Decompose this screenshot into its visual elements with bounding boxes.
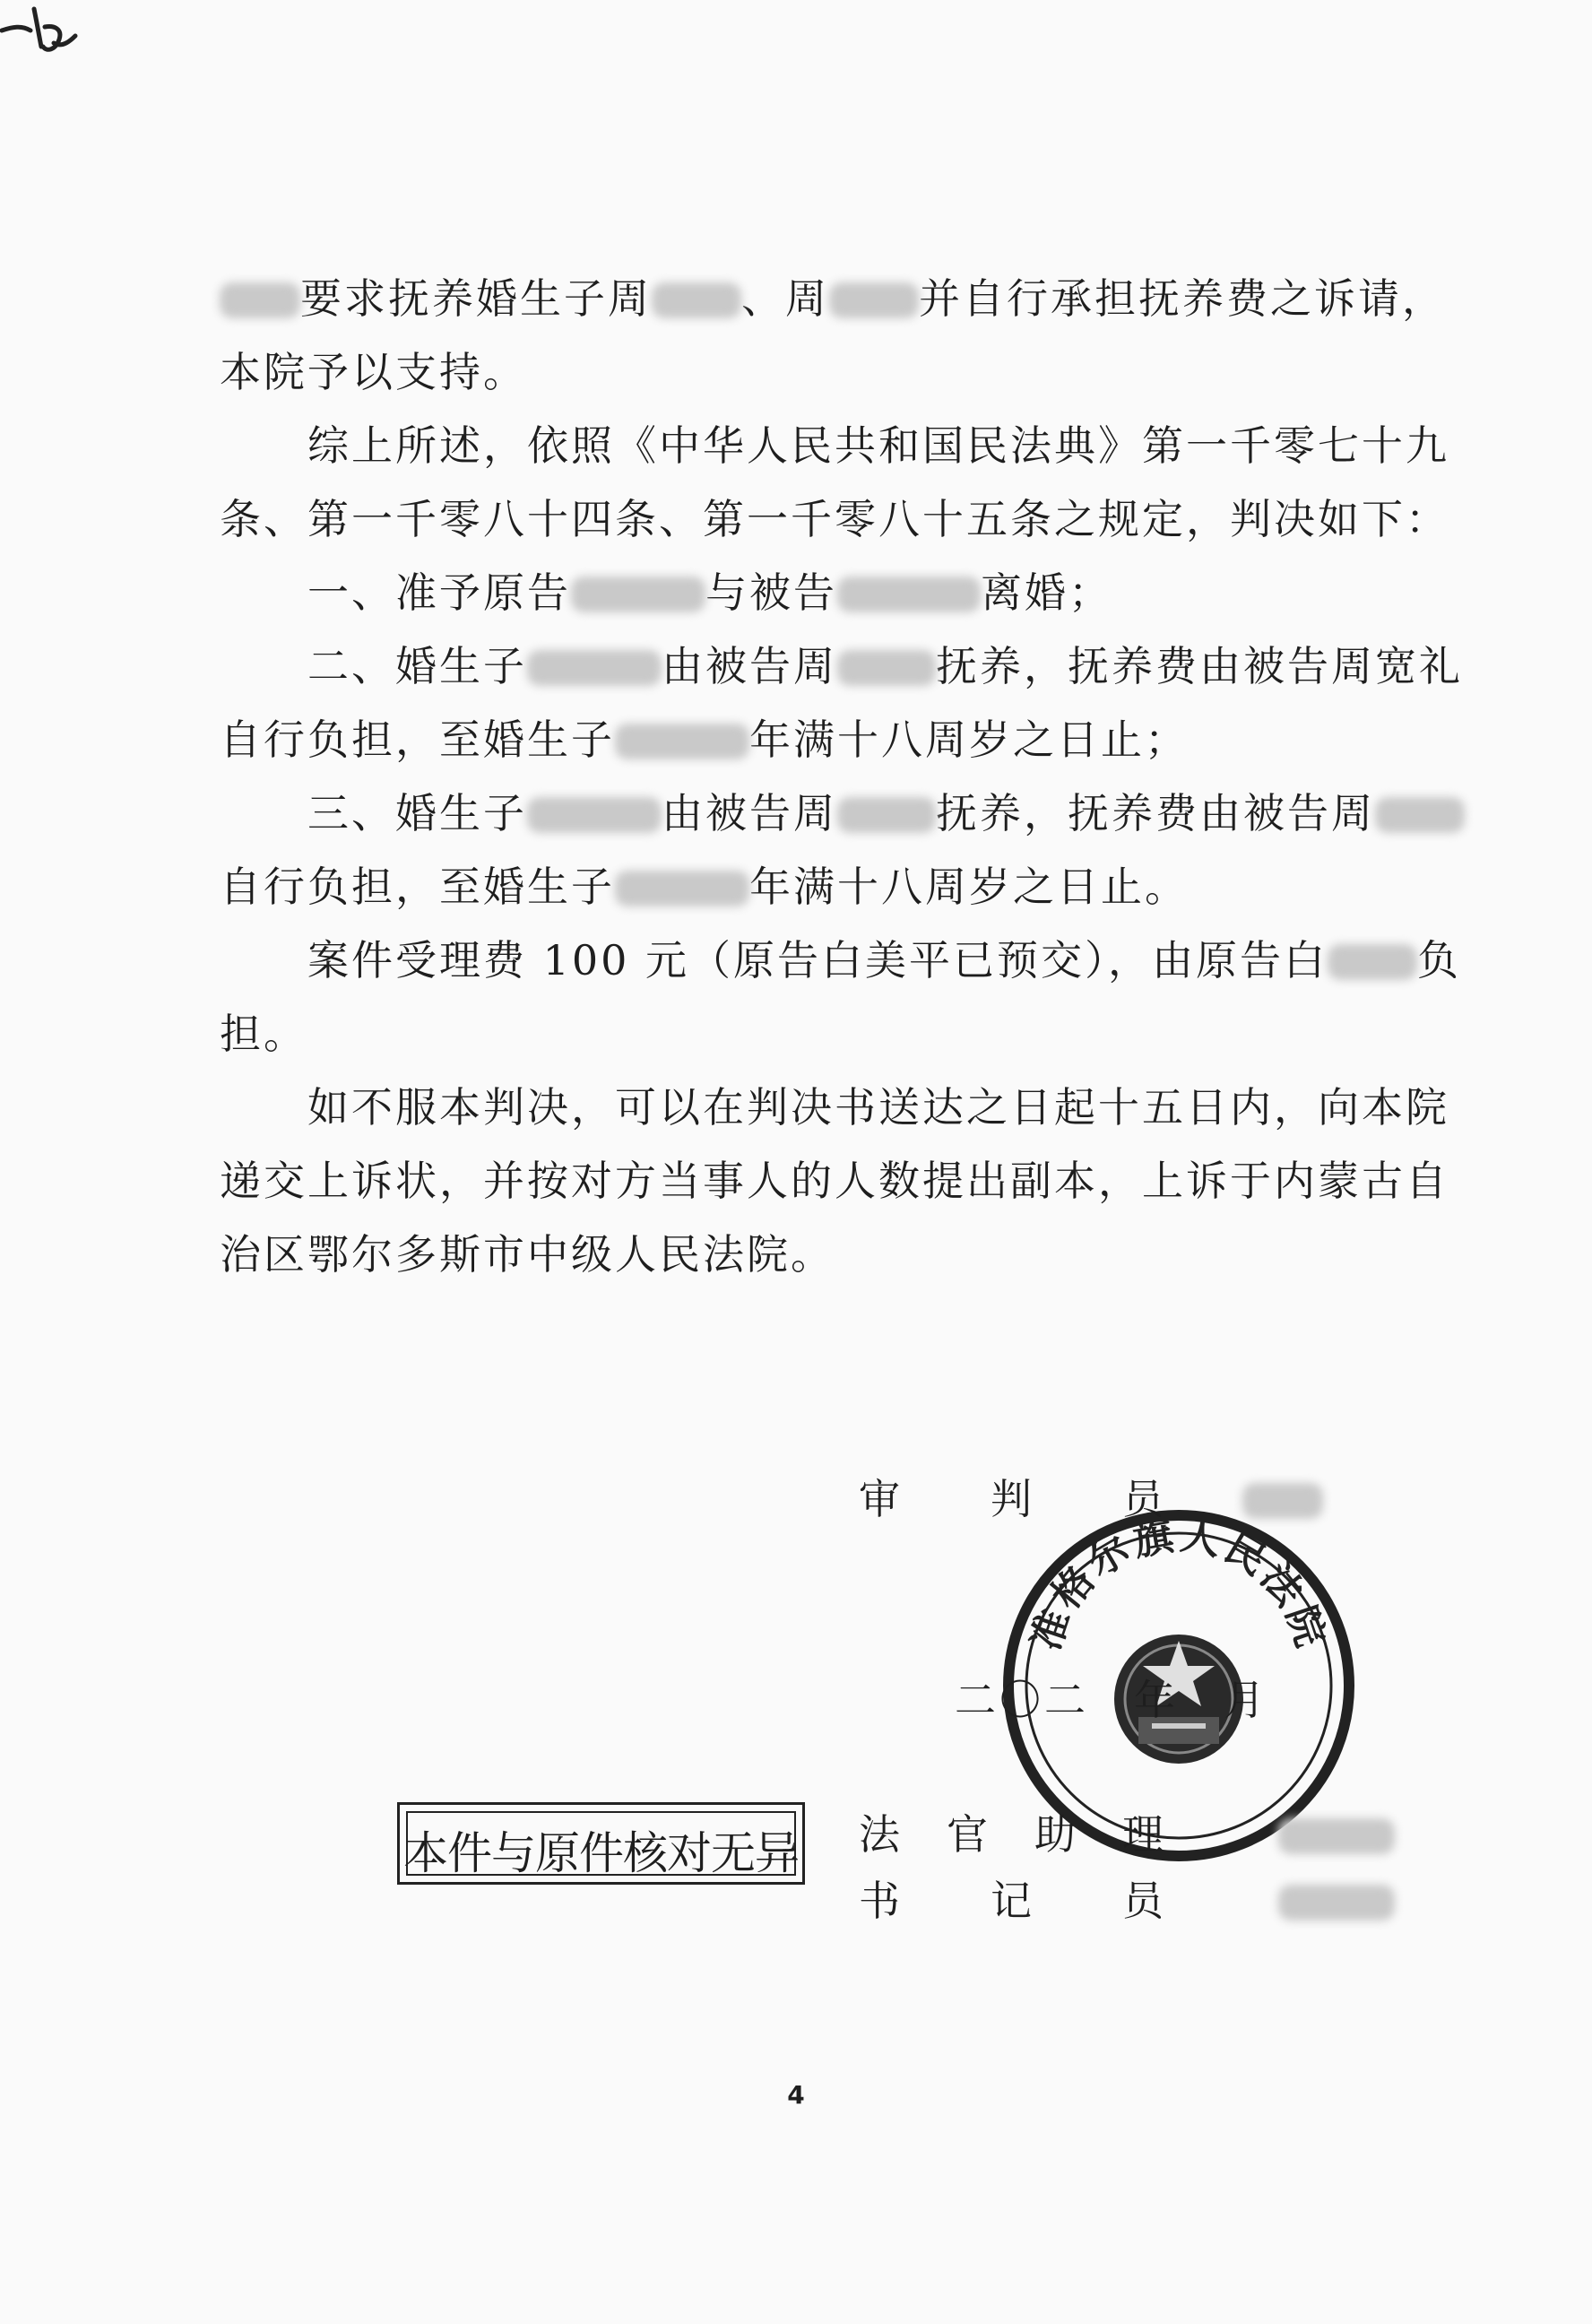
paragraph-line bbox=[220, 335, 1425, 409]
handwritten-mark bbox=[0, 0, 99, 72]
clerk-label: 书 记 员 bbox=[859, 1877, 1166, 1925]
certification-text: 本件与原件核对无异 bbox=[403, 1827, 799, 1879]
redacted-name bbox=[829, 282, 919, 318]
paragraph-line bbox=[220, 997, 1425, 1071]
text-run: 自行负担，至婚生子 bbox=[220, 863, 615, 911]
text-run: 抚养，抚养费由被告周宽礼 bbox=[936, 642, 1463, 690]
text-run: 离婚； bbox=[981, 568, 1112, 617]
redacted-name bbox=[837, 797, 936, 833]
redacted-name bbox=[527, 650, 662, 686]
page-number: 4 bbox=[787, 2080, 805, 2110]
judgment-date: 二〇二 年 月 bbox=[955, 1676, 1268, 1724]
redacted-judge-name bbox=[1242, 1483, 1323, 1519]
text-run: 治区鄂尔多斯市中级人民法院。 bbox=[220, 1230, 835, 1279]
redacted-name bbox=[837, 577, 981, 612]
redacted-name bbox=[1375, 797, 1465, 833]
text-run: 一、准予原告 bbox=[307, 568, 571, 617]
seal-text: 准格尔旗人民法院 bbox=[1023, 1513, 1335, 1656]
text-run: 年满十八周岁之日止； bbox=[749, 715, 1189, 764]
judgment-body bbox=[220, 262, 1463, 1291]
assistant-row bbox=[859, 1802, 1395, 1861]
text-run: 抚养，抚养费由被告周 bbox=[936, 789, 1375, 837]
text-run: 负 bbox=[1417, 936, 1462, 984]
text-run: 自行负担，至婚生子 bbox=[220, 715, 615, 764]
text-run: 本院予以支持。 bbox=[220, 348, 527, 396]
paragraph-line bbox=[220, 1144, 1449, 1218]
text-run: 三、婚生子 bbox=[307, 789, 527, 837]
paragraph-line bbox=[220, 1071, 1449, 1144]
paragraph-line bbox=[220, 262, 1446, 335]
judge-row bbox=[859, 1467, 1323, 1526]
text-run: 综上所述，依照《中华人民共和国民法典》第一千零七十九 bbox=[307, 421, 1449, 470]
redacted-name bbox=[615, 871, 749, 906]
paragraph-line bbox=[220, 924, 1462, 997]
paragraph-line bbox=[220, 482, 1449, 556]
text-run: 由被告周 bbox=[662, 789, 837, 837]
text-run: 由被告周 bbox=[662, 642, 837, 690]
paragraph-line bbox=[220, 629, 1463, 703]
clerk-row bbox=[859, 1869, 1395, 1928]
paragraph-line bbox=[220, 1218, 1425, 1291]
redacted-name bbox=[837, 650, 936, 686]
text-run: 案件受理费 100 元（原告白美平已预交），由原告白 bbox=[307, 936, 1328, 984]
assistant-label: 法 官 助 理 bbox=[859, 1810, 1166, 1859]
redacted-assistant-name bbox=[1278, 1818, 1395, 1854]
text-run: 条、第一千零八十四条、第一千零八十五条之规定，判决如下： bbox=[220, 495, 1449, 543]
text-run: 并自行承担抚养费之诉请， bbox=[919, 274, 1446, 323]
paragraph-line bbox=[220, 556, 1425, 629]
redacted-name bbox=[615, 724, 749, 759]
paragraph-line bbox=[220, 776, 1425, 850]
redacted-name bbox=[652, 282, 741, 318]
paragraph-line bbox=[220, 409, 1449, 482]
text-run: 与被告 bbox=[705, 568, 837, 617]
redacted-name bbox=[527, 797, 662, 833]
text-run: 要求抚养婚生子周 bbox=[300, 274, 652, 323]
text-run: 年满十八周岁之日止。 bbox=[749, 863, 1189, 911]
judge-label: 审 判 员 bbox=[859, 1475, 1166, 1523]
certification-stamp bbox=[397, 1802, 805, 1885]
paragraph-line bbox=[220, 703, 1425, 776]
redacted-name bbox=[220, 282, 300, 318]
text-run: 、周 bbox=[741, 274, 829, 323]
text-run: 二、婚生子 bbox=[307, 642, 527, 690]
paragraph-line bbox=[220, 850, 1425, 924]
redacted-name bbox=[571, 577, 705, 612]
text-run: 递交上诉状，并按对方当事人的人数提出副本，上诉于内蒙古自 bbox=[220, 1157, 1449, 1205]
text-run: 如不服本判决，可以在判决书送达之日起十五日内，向本院 bbox=[307, 1083, 1449, 1132]
redacted-clerk-name bbox=[1278, 1885, 1395, 1921]
text-run: 担。 bbox=[220, 1010, 307, 1058]
redacted-name bbox=[1328, 944, 1417, 980]
